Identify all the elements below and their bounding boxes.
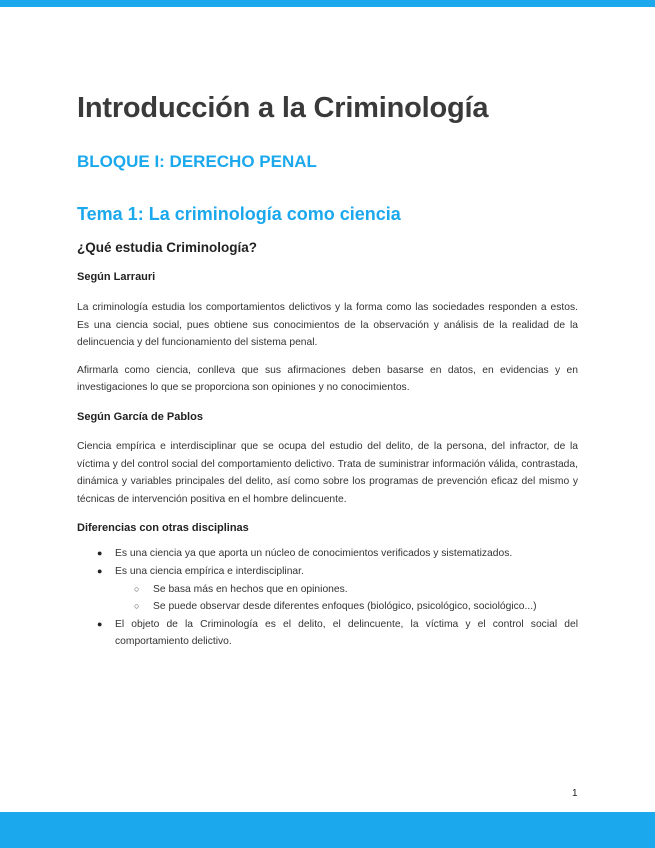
hollow-bullet-icon: ○ [134, 601, 140, 612]
sub-list-item [115, 598, 578, 616]
bottom-accent-bar [0, 812, 655, 848]
list-item-text: Es una ciencia empírica e interdisciplinar. [115, 565, 304, 577]
section-heading-differences: Diferencias con otras disciplinas [77, 522, 249, 535]
sub-list [115, 581, 578, 616]
sub-list-item-text: Se puede observar desde diferentes enfoques (biológico, psicológico, sociológico...) [153, 601, 537, 613]
paragraph-garcia-de-pablos: Ciencia empírica e interdisciplinar que se ocupa del estudio del delito, de la persona, del infractor, de la víctima y del control social del comportamiento delictivo. Trata de suministrar información válida, contrastada, dinámica y variables principales del delito, así como sobre los programas de prevención eficaz del mismo y técnicas de intervención positiva en el hombre delincuente. [77, 440, 578, 505]
bullet-icon: ● [97, 548, 103, 559]
document-title: Introducción a la Criminología [77, 92, 489, 124]
top-accent-bar [0, 0, 655, 7]
sub-list-item [115, 581, 578, 599]
differences-list [77, 545, 578, 651]
question-heading: ¿Qué estudia Criminología? [77, 240, 258, 255]
block-heading: BLOQUE I: DERECHO PENAL [77, 152, 317, 171]
paragraph-larrauri-2: Afirmarla como ciencia, conlleva que sus afirmaciones deben basarse en datos, en evidencias y en investigaciones lo que se proporciona son opiniones y no conocimientos. [77, 364, 578, 394]
paragraph-larrauri-1: La criminología estudia los comportamientos delictivos y la forma como las sociedades responden a estos. Es una ciencia social, pues obtiene sus conocimientos de la observación y análisis de la realidad de la delincuencia y del funcionamiento del sistema penal. [77, 302, 578, 349]
section-heading-larrauri: Según Larrauri [77, 271, 156, 283]
page-number: 1 [572, 788, 578, 799]
list-item [77, 616, 578, 651]
document-body [77, 88, 578, 651]
bullet-icon: ● [97, 565, 103, 576]
hollow-bullet-icon: ○ [134, 583, 140, 594]
list-item-text: El objeto de la Criminología es el delito, el delincuente, la víctima y el control social del comportamiento delictivo. [115, 618, 578, 648]
list-item [77, 563, 578, 616]
list-item-text: Es una ciencia ya que aporta un núcleo de conocimientos verificados y sistematizados. [115, 548, 513, 560]
list-item [77, 545, 578, 563]
bullet-icon: ● [97, 618, 103, 629]
sub-list-item-text: Se basa más en hechos que en opiniones. [153, 583, 348, 595]
section-heading-garcia-de-pablos: Según García de Pablos [77, 410, 203, 423]
topic-heading: Tema 1: La criminología como ciencia [77, 204, 401, 224]
